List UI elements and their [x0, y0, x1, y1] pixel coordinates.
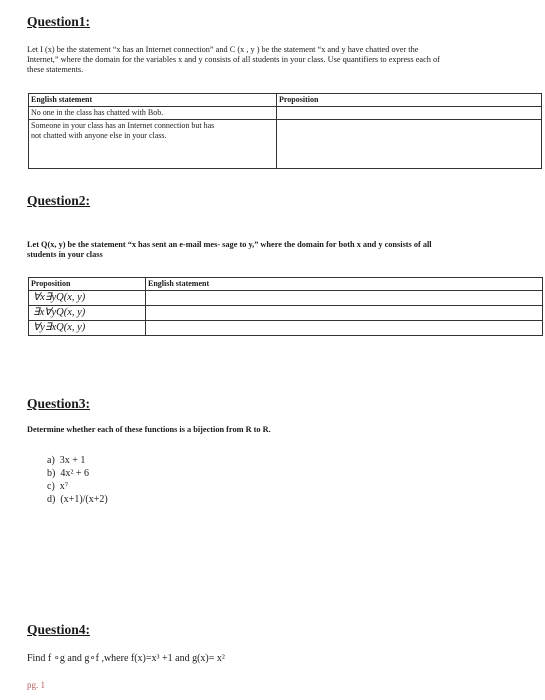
function-list — [47, 454, 108, 506]
list-item — [47, 467, 108, 480]
item-label: b) — [47, 468, 56, 479]
question2-line: Let Q(x, y) be the statement “x has sent an e-mail mes- sage to y,” where the domain for both x and y consists of all — [27, 240, 432, 249]
item-label: a) — [47, 455, 55, 466]
question1-table — [28, 93, 542, 169]
list-item — [47, 493, 108, 506]
column-header-proposition: Proposition — [277, 94, 542, 107]
item-expression: x⁷ — [59, 481, 69, 492]
question1-line: Let I (x) be the statement “x has an Internet connection” and C (x , y ) be the statement “x and y have chatted over the — [27, 45, 419, 54]
cell-line: not chatted with anyone else in your class. — [31, 131, 167, 140]
table-cell-proposition[interactable] — [277, 120, 542, 169]
table-cell-english — [29, 120, 277, 169]
table-cell-english[interactable] — [146, 321, 543, 336]
item-expression: 4x² + 6 — [60, 468, 89, 479]
table-cell-english[interactable] — [146, 306, 543, 321]
table-cell-proposition: ∀x∃yQ(x, y) — [29, 291, 146, 306]
question1-text — [27, 45, 537, 75]
page-number: pg. 1 — [27, 680, 45, 690]
question1-line: these statements. — [27, 65, 84, 74]
column-header-english: English statement — [29, 94, 277, 107]
question4-heading: Question4: — [27, 622, 91, 637]
item-expression: (x+1)/(x+2) — [60, 494, 108, 505]
table-cell-proposition: ∃x∀yQ(x, y) — [29, 306, 146, 321]
question2-heading: Question2: — [27, 193, 91, 208]
question4-text: Find f ∘g and g∘f ,where f(x)=x³ +1 and g(x)= x² — [27, 653, 225, 664]
table-cell-english[interactable] — [146, 291, 543, 306]
question1-heading: Question1: — [27, 14, 91, 29]
list-item — [47, 480, 108, 493]
question3-heading: Question3: — [27, 396, 91, 411]
question2-line: students in your class — [27, 250, 103, 259]
item-label: c) — [47, 481, 55, 492]
question1-line: Internet,” where the domain for the variables x and y consists of all students in your class. Use quantifiers to express each of — [27, 55, 440, 64]
column-header-proposition: Proposition — [29, 278, 146, 291]
item-label: d) — [47, 494, 56, 505]
table-cell-english: No one in the class has chatted with Bob. — [29, 107, 277, 120]
question3-intro: Determine whether each of these functions is a bijection from R to R. — [27, 425, 271, 434]
cell-line: Someone in your class has an Internet connection but has — [31, 121, 215, 130]
item-expression: 3x + 1 — [59, 455, 86, 466]
question2-table — [28, 277, 543, 336]
table-cell-proposition: ∀y∃xQ(x, y) — [29, 321, 146, 336]
question2-text — [27, 240, 542, 260]
table-cell-proposition[interactable] — [277, 107, 542, 120]
column-header-english: English statement — [146, 278, 543, 291]
list-item — [47, 454, 108, 467]
